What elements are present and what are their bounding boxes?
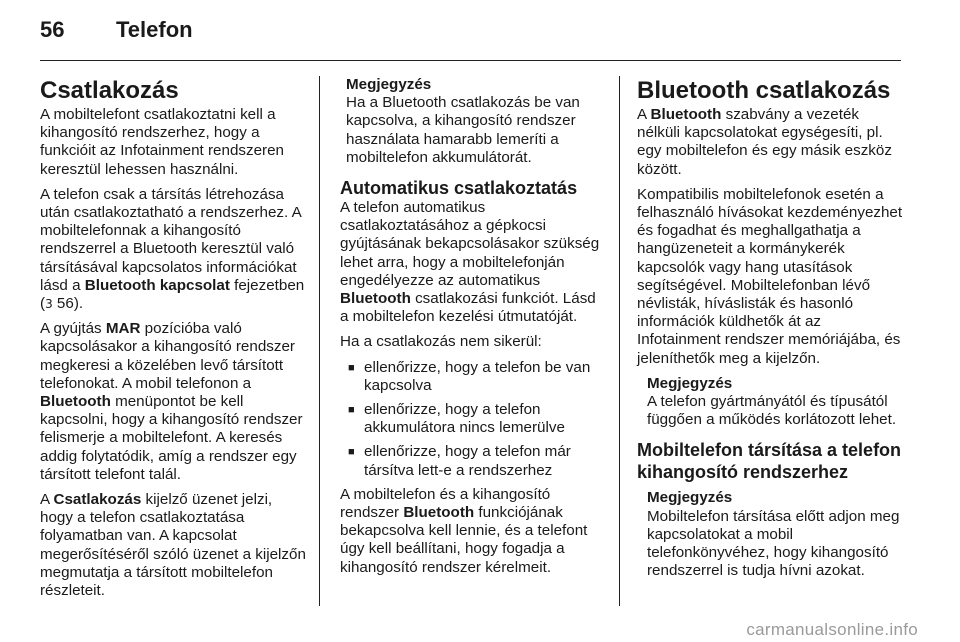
text: funkciójának bekapcsolva kell lennie, és a telefont úgy kell beállítani, hogy fogadja a kihangosító rendszer kérelmeit. <box>340 504 588 576</box>
page-header <box>40 17 920 51</box>
text: A telefon csak a társítás létrehozása után csatlakoztatható a rendszerhez. A mobiltelefonnak a kihangosító rendszerrel a Bluetooth keresztül való társításával kapcsolatos információkat lásd a <box>40 185 301 294</box>
text: csatlakozási funkciót. Lásd a mobiltelefon kezelési útmutatóját. <box>340 290 596 326</box>
header-rule <box>40 60 901 61</box>
column-1 <box>40 76 306 607</box>
note-text: A telefon gyártmányától és típusától függően a működés korlátozott lehet. <box>647 393 897 429</box>
section-title-bluetooth: Bluetooth csatlakozás <box>637 77 891 104</box>
text: fejezetben ( <box>40 276 305 313</box>
note-box <box>647 375 905 430</box>
text: A telefon automatikus csatlakoztatásához a gépkocsi gyújtásának bekapcsolásakor szükség lehet arra, hogy a mobiltelefonján engedélyezze az automatikus <box>340 199 600 289</box>
crossref-label: Bluetooth kapcsolat <box>84 276 230 294</box>
bullet-list <box>340 359 606 480</box>
subsection-title: Automatikus csatlakoztatás <box>340 178 578 199</box>
note-title: Megjegyzés <box>647 374 733 392</box>
paragraph <box>40 320 306 484</box>
text: A <box>40 491 54 509</box>
column-3 <box>637 76 905 590</box>
page-ref-icon: 3 <box>45 297 53 312</box>
text: 56). <box>52 295 84 313</box>
keyword: Bluetooth <box>650 106 722 123</box>
list-item <box>340 401 606 437</box>
column-2 <box>340 76 606 584</box>
paragraph <box>40 186 306 313</box>
text: A mobiltelefon és a kihangosító rendszer <box>340 485 551 522</box>
column-divider-2 <box>619 76 620 606</box>
keyword: Bluetooth <box>40 393 111 411</box>
page-number: 56 <box>40 17 65 42</box>
text: A <box>637 106 651 123</box>
column-divider-1 <box>319 76 320 606</box>
watermark: carmanualsonline.info <box>746 620 918 639</box>
text: menüpontot be kell kapcsolni, hogy a kihangosító rendszer felismerje a mobiltelefont. A keresés addig folytatódik, amíg a rendszer egy társított telefont talál. <box>40 393 303 483</box>
paragraph <box>40 491 306 600</box>
bullet-square-icon: ■ <box>348 404 355 417</box>
bullet-square-icon: ■ <box>348 361 355 374</box>
list-item <box>340 443 606 479</box>
bullet-square-icon: ■ <box>348 446 355 459</box>
keyword: Bluetooth <box>403 504 475 522</box>
list-item <box>340 359 606 395</box>
paragraph <box>637 106 905 179</box>
keyword: MAR <box>105 320 141 338</box>
list-item-text: ellenőrizze, hogy a telefon be van kapcsolva <box>364 358 591 394</box>
note-text: Ha a Bluetooth csatlakozás be van kapcsolva, a kihangosító rendszer használata hamarabb lemeríti a mobiltelefon akkumulátorát. <box>346 94 580 166</box>
note-title: Megjegyzés <box>647 489 733 507</box>
chapter-title: Telefon <box>116 17 193 42</box>
paragraph: Kompatibilis mobiltelefonok esetén a felhasználó hívásokat kezdeményezhet és fogadhat és meghallgathatja a hangüzeneteit a kormánykerék kapcsolók vagy hang utasítások segítségével. Mobiltelefonban lévő névlisták, híváslisták és hasonló információk küldhetők át az Infotainment rendszer memóriájába, és jeleníthetők meg a kijelzőn. <box>637 185 903 367</box>
note-box <box>647 489 905 580</box>
keyword: Csatlakozás <box>53 491 142 509</box>
keyword: Bluetooth <box>340 290 411 308</box>
paragraph: A mobiltelefont csatlakoztatni kell a kihangosító rendszerhez, hogy a funkcióit az Infotainment rendszeren keresztül lehessen használni. <box>40 106 284 178</box>
section-title-csatlakozas: Csatlakozás <box>40 77 179 104</box>
paragraph: Ha a csatlakozás nem sikerül: <box>340 333 542 351</box>
note-title: Megjegyzés <box>346 76 432 93</box>
paragraph <box>340 486 606 577</box>
list-item-text: ellenőrizze, hogy a telefon már társítva lett-e a rendszerhez <box>364 443 571 479</box>
text: szabvány a vezeték nélküli kapcsolatokat egységesíti, pl. egy mobiltelefon és egy másik eszköz között. <box>637 106 892 178</box>
text: A gyújtás <box>40 320 106 338</box>
note-box <box>346 76 606 167</box>
list-item-text: ellenőrizze, hogy a telefon akkumulátora nincs lemerülve <box>364 401 565 437</box>
text: kijelző üzenet jelzi, hogy a telefon csatlakoztatása folyamatban van. A kapcsolat megerősítéséről szóló üzenet a kijelzőn megmutatja a társított mobiltelefon részleteit. <box>40 491 306 600</box>
note-text: Mobiltelefon társítása előtt adjon meg kapcsolatokat a mobil telefonkönyvéhez, hogy kihangosító rendszerrel is tudja hívni azokat. <box>647 507 900 580</box>
text: pozícióba való kapcsolásakor a kihangosító rendszer megkeresi a közelében levő társított telefonokat. A mobil telefonon a <box>40 320 295 392</box>
paragraph <box>340 199 606 326</box>
subsection-title: Mobiltelefon társítása a telefon kihangosító rendszerhez <box>637 440 902 483</box>
